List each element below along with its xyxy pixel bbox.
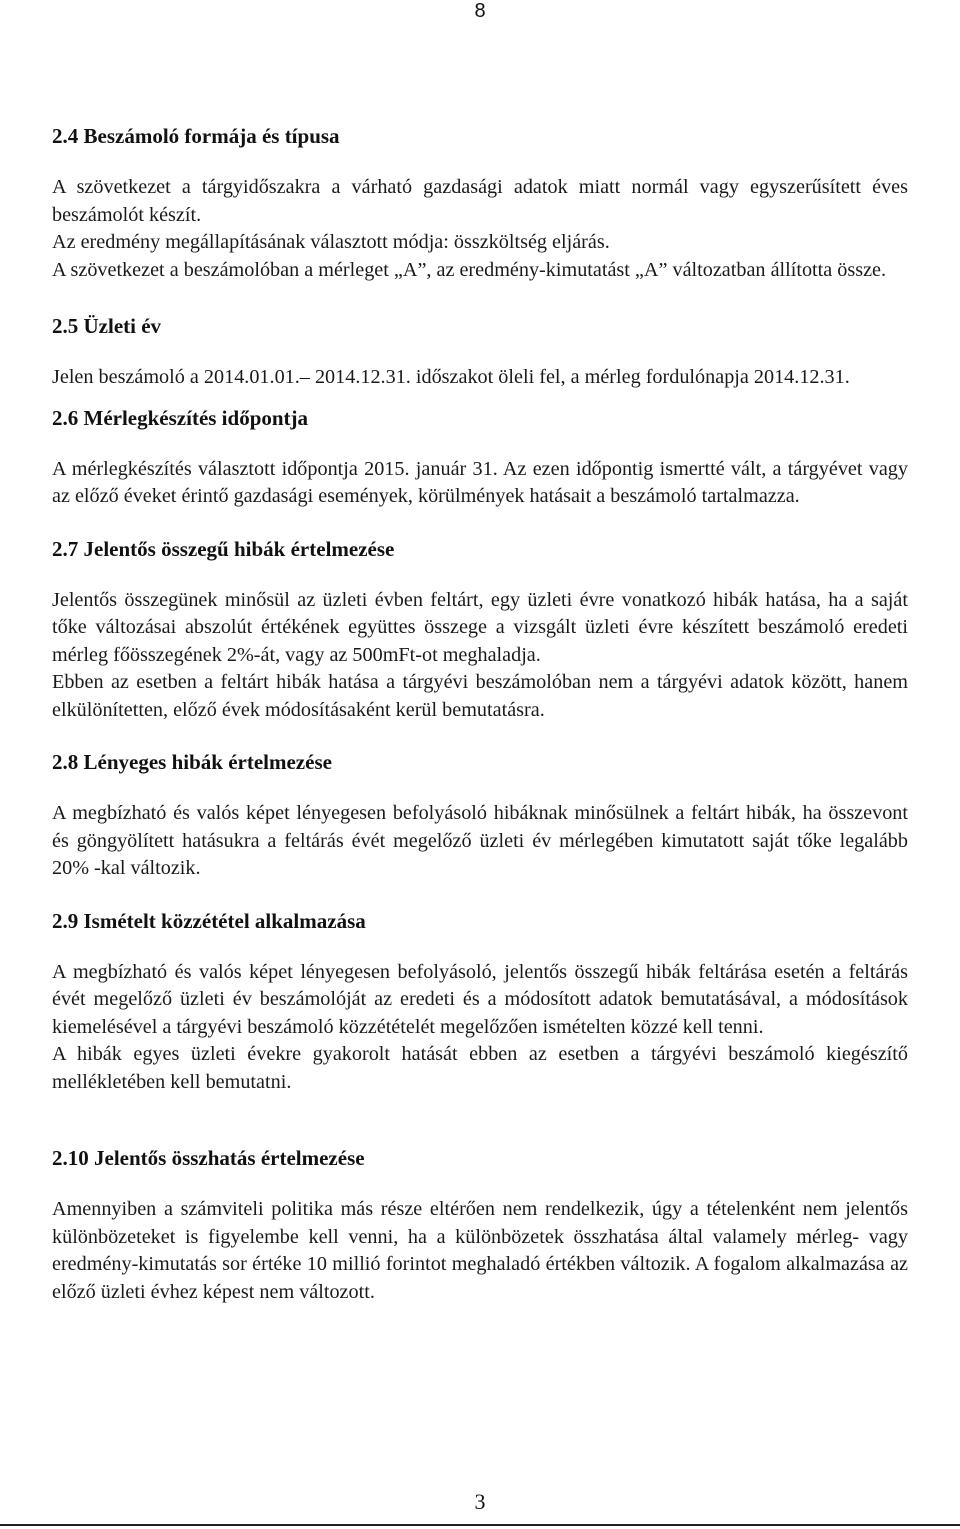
section-2-7: [52, 535, 908, 725]
header-page-number: 8: [474, 0, 486, 22]
document-body: [52, 122, 908, 1306]
section-paragraph: A szövetkezet a tárgyidőszakra a várható gazdasági adatok miatt normál vagy egyszerűsített éves beszámolót készít.: [52, 176, 908, 226]
section-heading: 2.5 Üzleti év: [52, 314, 162, 338]
section-paragraph: A hibák egyes üzleti évekre gyakorolt hatását ebben az esetben a tárgyévi beszámoló kiegészítő mellékletében kell bemutatni.: [52, 1043, 908, 1093]
section-paragraph: Amennyiben a számviteli politika más része eltérően nem rendelkezik, úgy a tételenként nem jelentős különbözeteket is figyelembe kell venni, ha a különbözetek összhatása által valamely mérleg- vagy eredmény-kimutatás sor értéke 10 millió forintot meghaladó értékben változik. A fogalom alkalmazása az előző üzleti évhez képest nem változott.: [52, 1198, 908, 1303]
section-2-6: [52, 404, 908, 511]
section-heading: 2.8 Lényeges hibák értelmezése: [52, 750, 332, 774]
section-paragraph: A szövetkezet a beszámolóban a mérleget „A”, az eredmény-kimutatást „A” változatban állította össze.: [52, 258, 887, 281]
section-paragraph: Ebben az esetben a feltárt hibák hatása a tárgyévi beszámolóban nem a tárgyévi adatok között, hanem elkülönítetten, előző évek módosításaként kerül bemutatásra.: [52, 671, 908, 721]
section-heading: 2.9 Ismételt közzététel alkalmazása: [52, 908, 366, 933]
section-2-8: [52, 748, 908, 883]
section-paragraph: A megbízható és valós képet lényegesen befolyásoló, jelentős összegű hibák feltárása esetén a feltárás évét megelőző üzleti év beszámolóját az eredeti és a módosított adatok bemutatásával, a módosítások kiemelésével a tárgyévi beszámoló közzétételét megelőzően ismételten közzé kell tenni.: [52, 960, 908, 1038]
section-heading: 2.6 Mérlegkészítés időpontja: [52, 405, 309, 430]
section-2-5: [52, 312, 908, 392]
section-heading: 2.10 Jelentős összhatás értelmezése: [52, 1146, 365, 1170]
footer-page-number: 3: [474, 1489, 486, 1514]
section-paragraph: Az eredmény megállapításának választott módja: összköltség eljárás.: [52, 231, 610, 253]
section-paragraph: Jelen beszámoló a 2014.01.01.– 2014.12.31. időszakot öleli fel, a mérleg fordulónapja 2014.12.31.: [52, 366, 850, 388]
section-heading: 2.4 Beszámoló formája és típusa: [52, 124, 340, 148]
section-2-9: [52, 907, 908, 1097]
section-paragraph: Jelentős összegünek minősül az üzleti évben feltárt, egy üzleti évre vonatkozó hibák hatása, ha a saját tőke változásai abszolút értékének együttes összege a vizsgált üzleti évre készített beszámoló eredeti mérleg főösszegének 2%-át, vagy az 500mFt-ot meghaladja.: [52, 588, 908, 666]
bottom-divider: [0, 1524, 960, 1526]
section-heading: 2.7 Jelentős összegű hibák értelmezése: [52, 536, 395, 561]
section-paragraph: A megbízható és valós képet lényegesen befolyásoló hibáknak minősülnek a feltárt hibák, ha összevont és göngyölített hatásukra a feltárás évét megelőző üzleti év mérlegében kimutatott saját tőke legalább 20% -kal változik.: [52, 802, 908, 879]
section-2-4: [52, 122, 908, 284]
section-2-10: [52, 1144, 908, 1306]
section-paragraph: A mérlegkészítés választott időpontja 2015. január 31. Az ezen időpontig ismertté vált, a tárgyévet vagy az előző éveket érintő gazdasági események, körülmények hatásait a beszámoló tartalmazza.: [52, 457, 908, 507]
